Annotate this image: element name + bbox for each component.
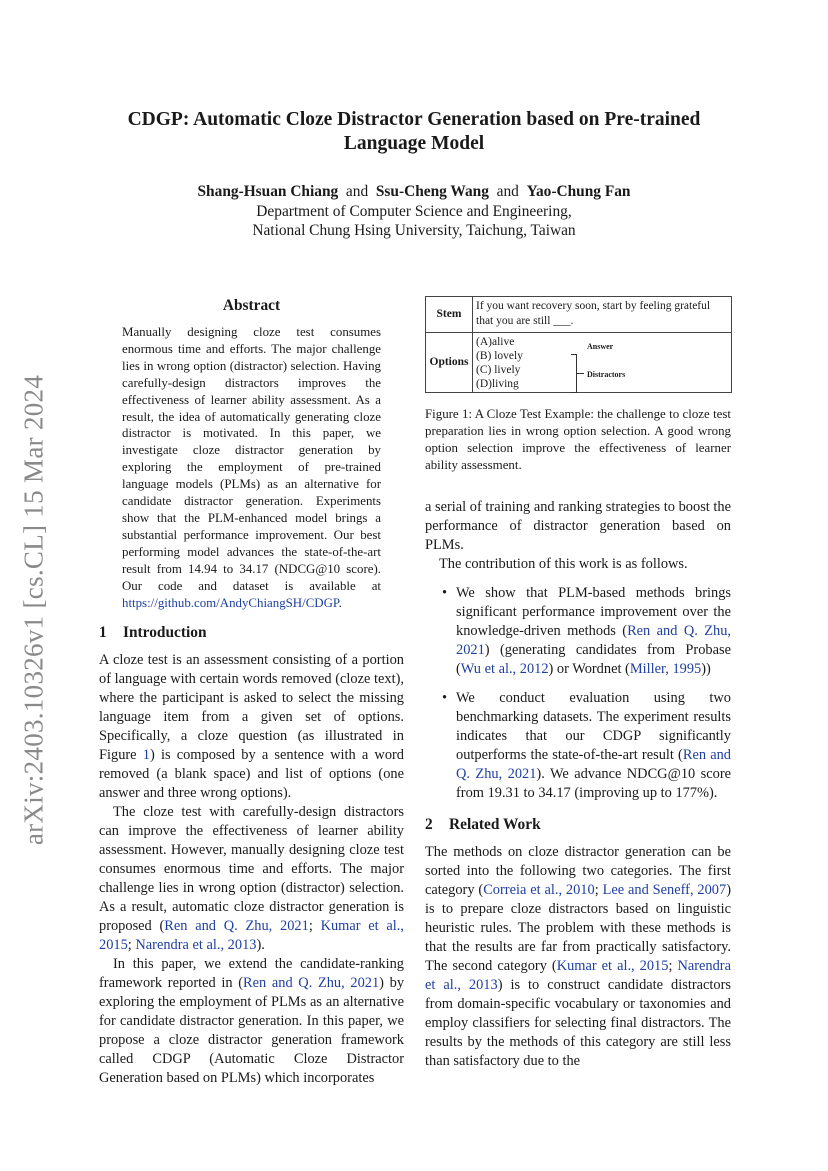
distractors-tag: Distractors [587, 370, 626, 379]
intro-paragraph-2 [99, 803, 404, 955]
text-run: ; [668, 957, 678, 974]
citation-link[interactable]: Narendra et al., 2013 [135, 937, 257, 954]
text-run: ) is to construct candidate distractors from domain-specific vocabulary or taxonomies and employ classifiers for selecting final distractors. The results by the methods of this category are still less than satisfactory due to the [425, 976, 731, 1069]
author-connector-1: and [345, 183, 369, 200]
text-run: ; [594, 881, 603, 898]
right-column [425, 296, 731, 1071]
paper-title [100, 108, 728, 156]
answer-tag: Answer [587, 342, 614, 351]
text-run: ) by exploring the employment of PLMs as an alternative for candidate distractor generation. In this paper, we propose a cloze distractor generation framework called CDGP (Automatic Cloze Distractor Generation based on PLMs) which incorporates [99, 975, 405, 1087]
text-run: The methods on cloze distractor generation can be sorted into the following two categories. The first category ( [425, 843, 731, 898]
section-number: 1 [99, 624, 107, 642]
citation-link[interactable]: Narendra et al., 2013 [425, 957, 731, 993]
options-label: Options [426, 333, 473, 392]
author-2: Ssu-Cheng Wang [375, 183, 489, 200]
citation-link[interactable]: Ren and Q. Zhu, 2021 [456, 746, 731, 782]
option-b: (B) lovely [476, 350, 523, 362]
intro-paragraph-1 [99, 651, 404, 803]
text-run: ). [256, 937, 265, 954]
text-run: ) (generating candidates from Probase ( [456, 641, 731, 677]
arxiv-stamp [14, 360, 54, 860]
arxiv-identifier: arXiv:2403.10326v1 [cs.CL] 15 Mar 2024 [18, 374, 49, 846]
citation-link[interactable]: Miller, 1995 [629, 660, 702, 677]
author-names [100, 182, 728, 202]
method-paragraph: a serial of training and ranking strategies to boost the performance of distractor generation based on PLMs. [425, 498, 731, 553]
figure-ref-link[interactable]: 1 [142, 747, 150, 764]
text-run: The cloze test with carefully-design distractors can improve the effectiveness of learner ability assessment. However, manually designing cloze test consumes enormous time and efforts. The major challenge lies in wrong option (distractor) selection. As a result, automatic cloze distractor generation is proposed ( [99, 804, 404, 935]
text-run: ) is to prepare cloze distractors based on linguistic heuristic rules. The problem with these methods is that the results are far from practically satisfactory. The second category ( [425, 881, 731, 974]
bullet-icon: • [442, 689, 448, 706]
related-work-paragraph [425, 843, 731, 1071]
author-block [100, 182, 728, 241]
code-repository-link[interactable]: https://github.com/AndyChiangSH/CDGP [122, 595, 339, 610]
figure-caption: Figure 1: A Cloze Test Example: the challenge to cloze test preparation lies in wrong option selection. A good wrong option selection improve the effectiveness of learner ability assessment. [425, 407, 731, 472]
section-title: Related Work [449, 815, 541, 833]
text-run: )) [701, 660, 711, 677]
title-line-1: CDGP: Automatic Cloze Distractor Generation based on Pre-trained [127, 109, 701, 130]
title-line-2: Language Model [343, 133, 485, 154]
text-run: ). We advance NDCG@10 score from 19.31 to 34.17 (improving up to 177%). [456, 765, 731, 801]
options-row [426, 333, 731, 392]
text-run: We show that PLM-based methods brings significant performance improvement over the knowledge-driven methods ( [456, 584, 731, 639]
contribution-intro: The contribution of this work is as follows. [439, 555, 688, 572]
option-d: (D)living [476, 378, 519, 390]
abstract-end: . [338, 595, 342, 610]
citation-link[interactable]: Correia et al., 2010 [483, 881, 595, 898]
text-run: A cloze test is an assessment consisting of a portion of language with certain words removed (cloze text), where the participant is asked to select the missing language item from a given set of options. Specifically, a cloze question (as illustrated in Figure [99, 652, 404, 764]
author-connector-2: and [496, 183, 519, 200]
citation-link[interactable]: Wu et al., 2012 [460, 660, 549, 677]
left-column [99, 296, 404, 1088]
author-1: Shang-Hsuan Chiang [197, 183, 339, 200]
stem-row [426, 297, 731, 333]
distractor-bracket-tick [576, 373, 584, 374]
abstract-heading: Abstract [222, 297, 281, 314]
text-run: ) is composed by a sentence with a word removed (a blank space) and list of options (one answer and three wrong options). [99, 747, 405, 802]
cloze-example-figure [425, 296, 732, 393]
text-run: In this paper, we extend the candidate-ranking framework reported in ( [99, 956, 404, 992]
contribution-list [425, 584, 731, 803]
abstract-text [122, 324, 381, 611]
text-run: We conduct evaluation using two benchmarking datasets. The experiment results indicates that our CDGP significantly outperforms the state-of-the-art result ( [456, 689, 731, 763]
citation-link[interactable]: Kumar et al., 2015 [556, 957, 669, 974]
section-title: Introduction [123, 624, 207, 642]
citation-link[interactable]: Lee and Seneff, 2007 [602, 881, 727, 898]
citation-link[interactable]: Ren and Q. Zhu, 2021 [164, 918, 309, 935]
bullet-icon: • [442, 584, 448, 601]
introduction-heading [99, 623, 404, 642]
option-c: (C) lively [476, 364, 521, 376]
option-a: (A)alive [476, 336, 515, 348]
options-list [476, 335, 626, 391]
contribution-item-2 [425, 689, 731, 803]
section-number: 2 [425, 815, 433, 833]
abstract-body-text: Manually designing cloze test consumes enormous time and efforts. The major challenge lies in wrong option (distractor) selection. Having carefully-design distractors improves the effectiveness of learner ability assessment. As a result, the idea of automatically generating cloze distractor is motivated. In this paper, we investigate cloze distractor generation by exploring the employment of pre-trained language models (PLMs) as an alternative for candidate distractor generation. Experiments show that the PLM-enhanced model brings a substantial performance improvement. Our best performing model advances the state-of-the-art result from 14.94 to 34.17 (NDCG@10 score). Our code and dataset is available at [122, 325, 381, 593]
author-3: Yao-Chung Fan [526, 183, 631, 200]
text-run: ) or Wordnet ( [548, 660, 630, 677]
text-run: ; [127, 937, 136, 954]
related-work-heading [425, 815, 731, 834]
stem-text: If you want recovery soon, start by feeling grateful that you are still ___. [476, 300, 711, 327]
affiliation-line-1: Department of Computer Science and Engineering, [256, 202, 572, 220]
affiliation-line-2: National Chung Hsing University, Taichung, Taiwan [252, 222, 576, 239]
stem-label: Stem [426, 297, 473, 332]
intro-paragraph-3 [99, 955, 404, 1088]
citation-link[interactable]: Kumar et al., 2015 [99, 918, 404, 954]
contribution-item-1 [425, 584, 731, 679]
citation-link[interactable]: Ren and Q. Zhu, 2021 [243, 975, 380, 992]
citation-link[interactable]: Ren and Q. Zhu, 2021 [456, 622, 731, 658]
text-run: ; [308, 918, 321, 935]
